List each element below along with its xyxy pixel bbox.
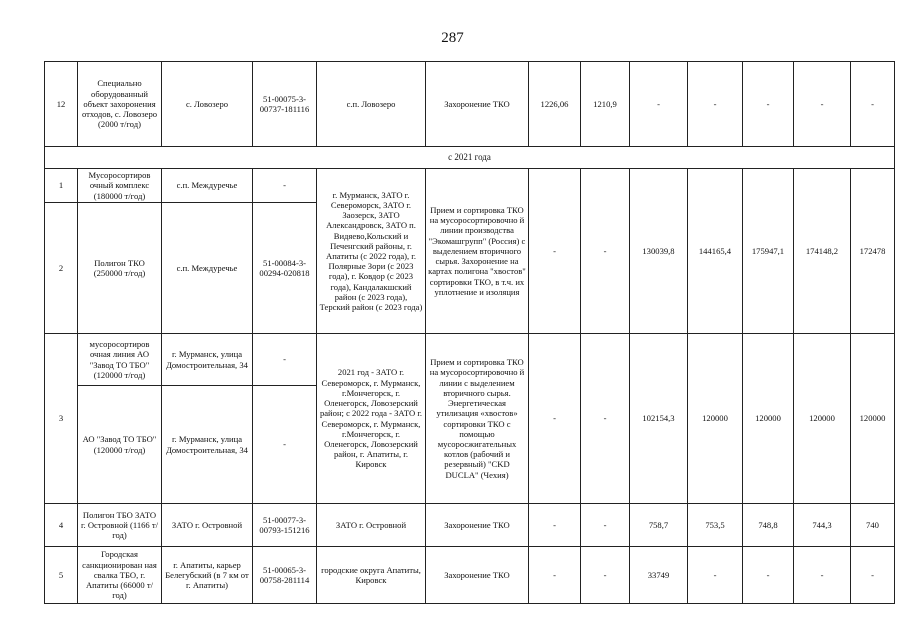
value-cell: 172478	[851, 169, 895, 334]
value-cell: -	[688, 62, 743, 147]
value-cell: -	[630, 62, 688, 147]
table-row	[45, 504, 895, 547]
table-row	[45, 334, 895, 386]
served-territory: с.п. Ловозеро	[317, 62, 426, 147]
value-cell: 130039,8	[630, 169, 688, 334]
value-cell: -	[743, 547, 794, 604]
registry-number: -	[253, 386, 317, 504]
facility-name: Специально оборудованный объект захоронения отходов, с. Ловозеро (2000 т/год)	[78, 62, 162, 147]
row-number: 2	[45, 203, 78, 334]
value-cell: 753,5	[688, 504, 743, 547]
facility-name: АО "Завод ТО ТБО" (120000 т/год)	[78, 386, 162, 504]
registry-number: 51-00065-3-00758-281114	[253, 547, 317, 604]
facility-location: г. Мурманск, улица Домостроительная, 34	[162, 386, 253, 504]
served-territory: г. Мурманск, ЗАТО г. Североморск, ЗАТО г. Заозерск, ЗАТО Александровск, ЗАТО п. Видяево,Кольский и Печенгский районы, г. Апатиты (с 2022 года), г. Полярные Зори (с 2023 года), г. Ковдор (с 2023 года), Кандалакшский район (с 2023 года), Терский район (с 2023 года)	[317, 169, 426, 334]
value-cell: 740	[851, 504, 895, 547]
value-cell: -	[851, 547, 895, 604]
registry-number: -	[253, 169, 317, 203]
row-number: 3	[45, 334, 78, 504]
table-row	[45, 169, 895, 203]
row-number: 12	[45, 62, 78, 147]
value-cell: 102154,3	[630, 334, 688, 504]
value-cell: -	[581, 504, 630, 547]
facility-location: с. Ловозеро	[162, 62, 253, 147]
value-cell: -	[529, 547, 581, 604]
value-cell: -	[529, 169, 581, 334]
value-cell: 174148,2	[794, 169, 851, 334]
value-cell: -	[581, 547, 630, 604]
served-territory: городские округа Апатиты, Кировск	[317, 547, 426, 604]
value-cell: 120000	[688, 334, 743, 504]
row-number: 4	[45, 504, 78, 547]
value-cell: -	[581, 334, 630, 504]
activity-type: Захоронение ТКО	[426, 547, 529, 604]
value-cell: -	[794, 62, 851, 147]
facility-name: Городская санкционирован ная свалка ТБО, г. Апатиты (66000 т/год)	[78, 547, 162, 604]
value-cell: 748,8	[743, 504, 794, 547]
value-cell: -	[529, 504, 581, 547]
served-territory: ЗАТО г. Островной	[317, 504, 426, 547]
facility-location: ЗАТО г. Островной	[162, 504, 253, 547]
value-cell: 120000	[743, 334, 794, 504]
value-cell: 33749	[630, 547, 688, 604]
value-cell: 758,7	[630, 504, 688, 547]
facility-location: с.п. Междуречье	[162, 169, 253, 203]
facility-location: г. Апатиты, карьер Белегубский (в 7 км от г. Апатиты)	[162, 547, 253, 604]
value-cell: 1210,9	[581, 62, 630, 147]
section-header: с 2021 года	[45, 147, 895, 169]
activity-type: Захоронение ТКО	[426, 62, 529, 147]
facility-name: мусоросортиров очная линия АО "Завод ТО ТБО" (120000 т/год)	[78, 334, 162, 386]
table-row	[45, 547, 895, 604]
value-cell: -	[851, 62, 895, 147]
value-cell: -	[581, 169, 630, 334]
section-row	[45, 147, 895, 169]
facility-location: г. Мурманск, улица Домостроительная, 34	[162, 334, 253, 386]
row-number: 1	[45, 169, 78, 203]
value-cell: -	[529, 334, 581, 504]
value-cell: 744,3	[794, 504, 851, 547]
activity-type: Захоронение ТКО	[426, 504, 529, 547]
registry-number: 51-00077-3-00793-151216	[253, 504, 317, 547]
value-cell: -	[794, 547, 851, 604]
registry-number: 51-00084-3-00294-020818	[253, 203, 317, 334]
value-cell: 120000	[851, 334, 895, 504]
facility-name: Мусоросортиров очный комплекс (180000 т/год)	[78, 169, 162, 203]
registry-number: 51-00075-3-00737-181116	[253, 62, 317, 147]
facility-name: Полигон ТКО (250000 т/год)	[78, 203, 162, 334]
value-cell: 175947,1	[743, 169, 794, 334]
waste-facilities-table	[44, 61, 895, 604]
table-row	[45, 62, 895, 147]
page-number: 287	[441, 30, 464, 46]
value-cell: -	[688, 547, 743, 604]
facility-name: Полигон ТБО ЗАТО г. Островной (1166 т/год)	[78, 504, 162, 547]
facility-location: с.п. Междуречье	[162, 203, 253, 334]
activity-type: Прием и сортировка ТКО на мусоросортировочно й линии производства "Экомашгрупп" (Россия) с выделением вторичного сырья. Захоронение на картах полигона "хвостов" сортировки ТКО, в т.ч. их уплотнение и изоляция	[426, 169, 529, 334]
value-cell: 120000	[794, 334, 851, 504]
value-cell: 144165,4	[688, 169, 743, 334]
row-number: 5	[45, 547, 78, 604]
value-cell: -	[743, 62, 794, 147]
served-territory: 2021 год - ЗАТО г. Североморск, г. Мурманск, г.Мончегорск, г. Оленегорск, Ловозерский район; с 2022 года - ЗАТО г. Североморск, г. Мурманск, г.Мончегорск, г. Оленегорск, Ловозерский район, г. Апатиты, г. Кировск	[317, 334, 426, 504]
activity-type: Прием и сортировка ТКО на мусоросортировочно й линии с выделением вторичного сырья. Энергетическая утилизация «хвостов» сортировки ТКО с помощью мусоросжигательных котлов (рабочий и резервный) "CKD DUCLA" (Чехия)	[426, 334, 529, 504]
registry-number: -	[253, 334, 317, 386]
value-cell: 1226,06	[529, 62, 581, 147]
